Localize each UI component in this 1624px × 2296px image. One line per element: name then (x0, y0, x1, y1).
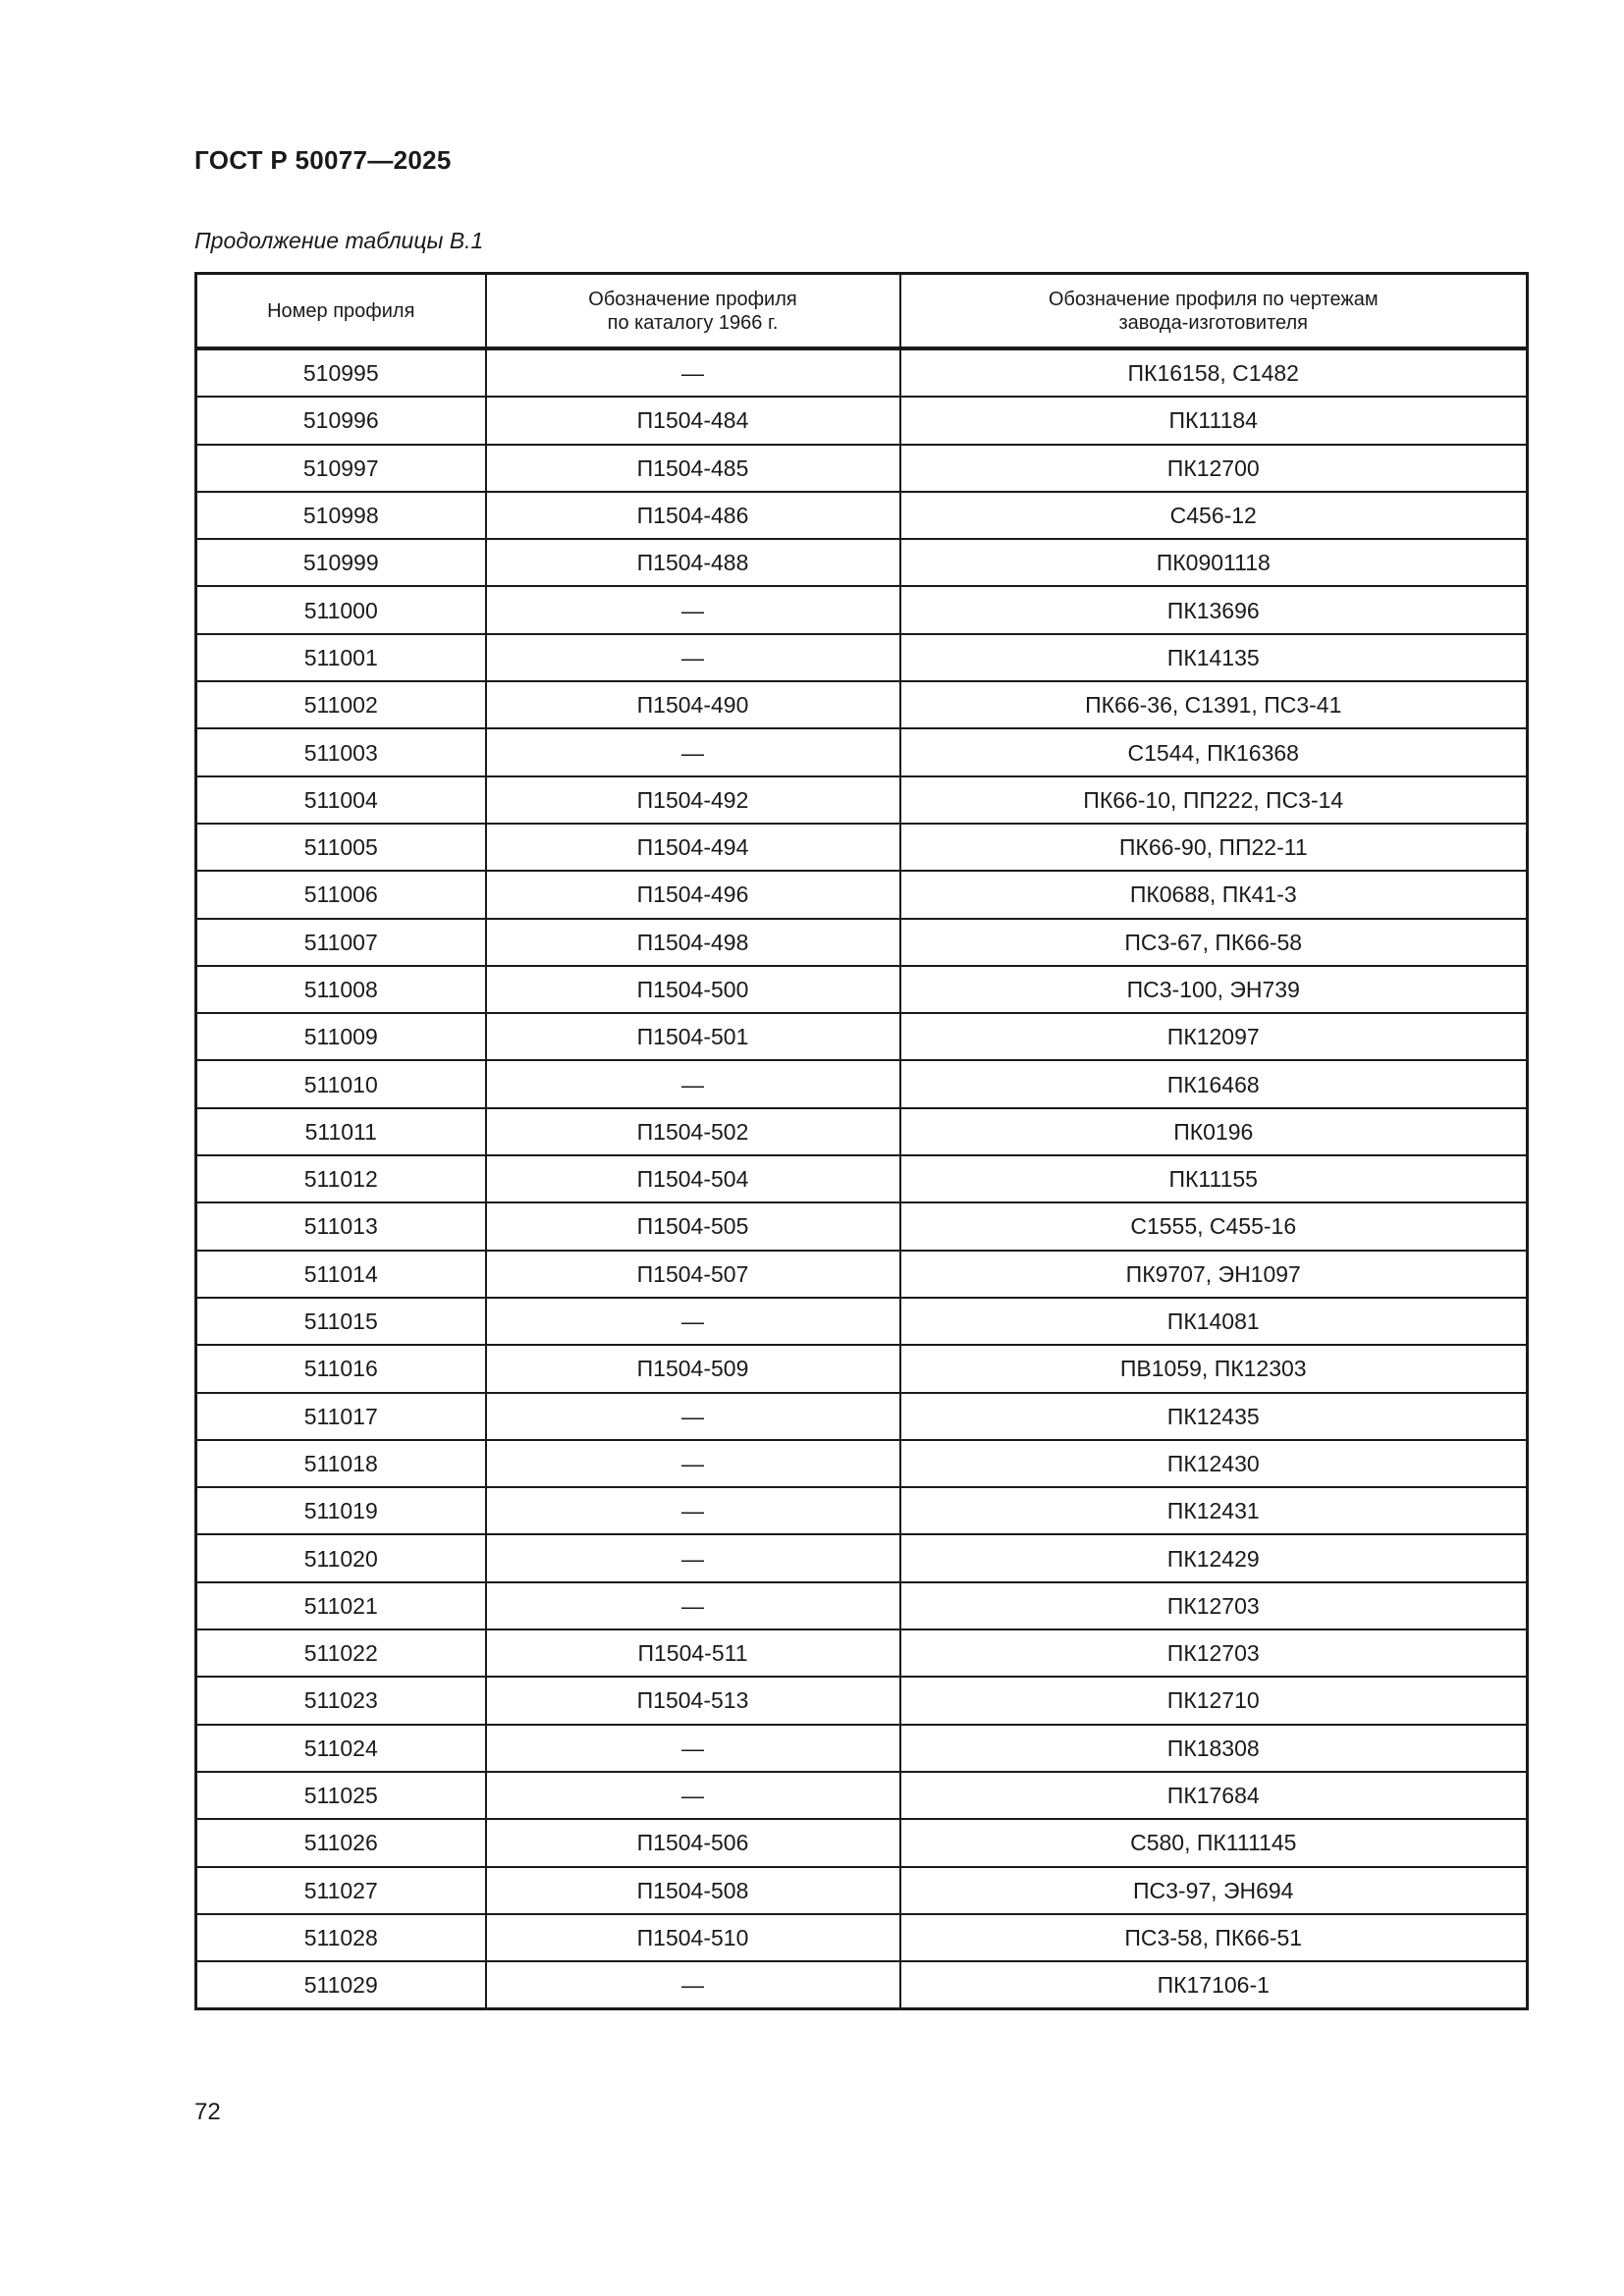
cell-factory-designation: ПК13696 (900, 586, 1528, 633)
table-row (196, 634, 1528, 681)
cell-factory-designation: ПК12097 (900, 1013, 1528, 1060)
cell-catalog-designation: П1504-508 (486, 1867, 900, 1914)
cell-profile-number: 510995 (196, 348, 486, 397)
cell-factory-designation: ПС3-67, ПК66-58 (900, 919, 1528, 966)
table-row (196, 1440, 1528, 1487)
table-row (196, 1060, 1528, 1107)
table-row (196, 728, 1528, 775)
cell-catalog-designation: — (486, 1961, 900, 2009)
table-row (196, 1961, 1528, 2009)
cell-catalog-designation: П1504-485 (486, 445, 900, 492)
cell-profile-number: 511002 (196, 681, 486, 728)
table-row (196, 1013, 1528, 1060)
cell-profile-number: 511000 (196, 586, 486, 633)
cell-catalog-designation: — (486, 1725, 900, 1772)
table-row (196, 348, 1528, 397)
table-row (196, 824, 1528, 871)
header-line: Обозначение профиля по чертежам (1048, 288, 1379, 310)
cell-catalog-designation: — (486, 1393, 900, 1440)
cell-catalog-designation: П1504-498 (486, 919, 900, 966)
cell-catalog-designation: — (486, 634, 900, 681)
header-line: завода-изготовителя (1118, 311, 1308, 334)
cell-factory-designation: С1555, С455-16 (900, 1202, 1528, 1250)
table-row (196, 1298, 1528, 1345)
cell-factory-designation: ПК12703 (900, 1629, 1528, 1677)
cell-profile-number: 511023 (196, 1677, 486, 1724)
table-row (196, 681, 1528, 728)
cell-factory-designation: ПК12431 (900, 1487, 1528, 1534)
cell-factory-designation: ПК12429 (900, 1534, 1528, 1581)
page-number: 72 (194, 2099, 221, 2125)
cell-factory-designation: ПК14081 (900, 1298, 1528, 1345)
cell-profile-number: 511001 (196, 634, 486, 681)
cell-profile-number: 511028 (196, 1914, 486, 1961)
table-row (196, 539, 1528, 586)
cell-catalog-designation: П1504-505 (486, 1202, 900, 1250)
cell-profile-number: 511020 (196, 1534, 486, 1581)
cell-catalog-designation: П1504-501 (486, 1013, 900, 1060)
cell-factory-designation: ПК9707, ЭН1097 (900, 1251, 1528, 1298)
cell-catalog-designation: П1504-500 (486, 966, 900, 1013)
cell-factory-designation: С580, ПК111145 (900, 1819, 1528, 1866)
cell-profile-number: 511018 (196, 1440, 486, 1487)
cell-profile-number: 510999 (196, 539, 486, 586)
cell-profile-number: 511005 (196, 824, 486, 871)
document-header: ГОСТ Р 50077—2025 (194, 145, 452, 175)
table-row (196, 1582, 1528, 1629)
cell-factory-designation: ПС3-100, ЭН739 (900, 966, 1528, 1013)
cell-profile-number: 511010 (196, 1060, 486, 1107)
cell-catalog-designation: — (486, 728, 900, 775)
table-row (196, 776, 1528, 824)
table-row (196, 1251, 1528, 1298)
table-row (196, 1155, 1528, 1202)
cell-profile-number: 511006 (196, 871, 486, 918)
cell-profile-number: 511012 (196, 1155, 486, 1202)
cell-factory-designation: ПС3-97, ЭН694 (900, 1867, 1528, 1914)
table-row (196, 919, 1528, 966)
cell-catalog-designation: — (486, 1060, 900, 1107)
cell-catalog-designation: — (486, 1582, 900, 1629)
cell-profile-number: 511024 (196, 1725, 486, 1772)
header-line: Номер профиля (267, 299, 415, 322)
cell-factory-designation: ПК66-36, С1391, ПС3-41 (900, 681, 1528, 728)
cell-factory-designation: ПВ1059, ПК12303 (900, 1345, 1528, 1392)
column-header-profile-number (196, 274, 486, 349)
cell-factory-designation: ПК17106-1 (900, 1961, 1528, 2009)
cell-catalog-designation: П1504-507 (486, 1251, 900, 1298)
table-row (196, 397, 1528, 444)
cell-profile-number: 511015 (196, 1298, 486, 1345)
table-row (196, 1487, 1528, 1534)
cell-factory-designation: ПК66-10, ПП222, ПС3-14 (900, 776, 1528, 824)
table-row (196, 1819, 1528, 1866)
cell-catalog-designation: П1504-504 (486, 1155, 900, 1202)
cell-catalog-designation: — (486, 348, 900, 397)
cell-profile-number: 511008 (196, 966, 486, 1013)
table-row (196, 1867, 1528, 1914)
cell-catalog-designation: П1504-486 (486, 492, 900, 539)
cell-profile-number: 511022 (196, 1629, 486, 1677)
cell-catalog-designation: П1504-509 (486, 1345, 900, 1392)
cell-factory-designation: ПК12710 (900, 1677, 1528, 1724)
table-row (196, 1914, 1528, 1961)
table-row (196, 1677, 1528, 1724)
cell-catalog-designation: П1504-502 (486, 1108, 900, 1155)
cell-factory-designation: ПК12703 (900, 1582, 1528, 1629)
cell-catalog-designation: П1504-513 (486, 1677, 900, 1724)
header-line: по каталогу 1966 г. (607, 311, 779, 334)
cell-profile-number: 511029 (196, 1961, 486, 2009)
cell-profile-number: 511017 (196, 1393, 486, 1440)
cell-profile-number: 511021 (196, 1582, 486, 1629)
cell-factory-designation: ПК0901118 (900, 539, 1528, 586)
cell-catalog-designation: — (486, 1440, 900, 1487)
cell-profile-number: 511026 (196, 1819, 486, 1866)
cell-profile-number: 511025 (196, 1772, 486, 1819)
cell-factory-designation: С456-12 (900, 492, 1528, 539)
table-row (196, 1393, 1528, 1440)
table-row (196, 492, 1528, 539)
cell-factory-designation: ПК0688, ПК41-3 (900, 871, 1528, 918)
table-row (196, 1345, 1528, 1392)
cell-profile-number: 511003 (196, 728, 486, 775)
cell-catalog-designation: П1504-490 (486, 681, 900, 728)
table-row (196, 1108, 1528, 1155)
table-row (196, 1629, 1528, 1677)
cell-factory-designation: ПК66-90, ПП22-11 (900, 824, 1528, 871)
table-row (196, 871, 1528, 918)
cell-factory-designation: ПК14135 (900, 634, 1528, 681)
cell-profile-number: 511014 (196, 1251, 486, 1298)
column-header-catalog-1966 (486, 274, 900, 349)
table-body (196, 348, 1528, 2009)
cell-factory-designation: ПК12700 (900, 445, 1528, 492)
cell-catalog-designation: — (486, 1487, 900, 1534)
cell-catalog-designation: П1504-511 (486, 1629, 900, 1677)
cell-factory-designation: ПС3-58, ПК66-51 (900, 1914, 1528, 1961)
cell-profile-number: 511011 (196, 1108, 486, 1155)
cell-factory-designation: ПК0196 (900, 1108, 1528, 1155)
cell-catalog-designation: — (486, 586, 900, 633)
cell-catalog-designation: П1504-506 (486, 1819, 900, 1866)
cell-profile-number: 511013 (196, 1202, 486, 1250)
column-header-factory-drawings (900, 274, 1528, 349)
cell-catalog-designation: — (486, 1298, 900, 1345)
table-row (196, 1725, 1528, 1772)
cell-factory-designation: ПК17684 (900, 1772, 1528, 1819)
cell-factory-designation: ПК16158, С1482 (900, 348, 1528, 397)
cell-catalog-designation: — (486, 1772, 900, 1819)
cell-factory-designation: ПК18308 (900, 1725, 1528, 1772)
cell-factory-designation: ПК12435 (900, 1393, 1528, 1440)
table-header-row (196, 274, 1528, 349)
cell-catalog-designation: П1504-496 (486, 871, 900, 918)
table-row (196, 1202, 1528, 1250)
header-line: Обозначение профиля (588, 288, 797, 310)
cell-profile-number: 510996 (196, 397, 486, 444)
profile-table-container (194, 272, 1526, 2010)
table-row (196, 445, 1528, 492)
cell-catalog-designation: П1504-492 (486, 776, 900, 824)
table-row (196, 966, 1528, 1013)
cell-profile-number: 511004 (196, 776, 486, 824)
cell-catalog-designation: П1504-510 (486, 1914, 900, 1961)
cell-catalog-designation: П1504-484 (486, 397, 900, 444)
cell-factory-designation: ПК16468 (900, 1060, 1528, 1107)
cell-catalog-designation: П1504-494 (486, 824, 900, 871)
table-caption: Продолжение таблицы В.1 (194, 228, 484, 253)
cell-profile-number: 510997 (196, 445, 486, 492)
cell-factory-designation: ПК11184 (900, 397, 1528, 444)
cell-catalog-designation: П1504-488 (486, 539, 900, 586)
cell-profile-number: 511019 (196, 1487, 486, 1534)
cell-factory-designation: С1544, ПК16368 (900, 728, 1528, 775)
cell-profile-number: 511016 (196, 1345, 486, 1392)
cell-profile-number: 511009 (196, 1013, 486, 1060)
cell-profile-number: 511027 (196, 1867, 486, 1914)
cell-factory-designation: ПК11155 (900, 1155, 1528, 1202)
profile-table (194, 272, 1529, 2010)
cell-profile-number: 511007 (196, 919, 486, 966)
cell-factory-designation: ПК12430 (900, 1440, 1528, 1487)
table-row (196, 1772, 1528, 1819)
cell-catalog-designation: — (486, 1534, 900, 1581)
table-row (196, 1534, 1528, 1581)
cell-profile-number: 510998 (196, 492, 486, 539)
table-row (196, 586, 1528, 633)
